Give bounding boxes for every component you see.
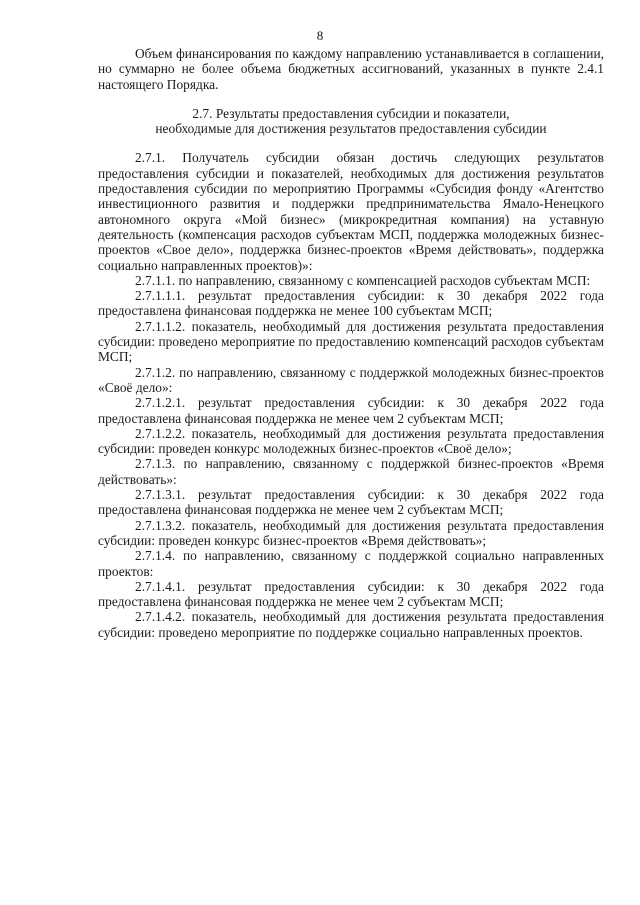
intro-paragraph: Объем финансирования по каждому направлению устанавливается в соглашении, но суммарно не более объема бюджетных ассигнований, указанных в пункте 2.4.1 настоящего Порядка. [98,46,604,92]
section-heading [98,106,604,137]
paragraph: 2.7.1. Получатель субсидии обязан достичь следующих результатов предоставления субсидии и показателей, необходимых для достижения результатов предоставления субсидии по мероприятию Программы «Субсидия фонду «Агентство инвестиционного развития и поддержки предпринимательства Ямало-Ненецкого автономного округа «Мой бизнес» (микрокредитная компания) на уставную деятельность (компенсация расходов субъектам МСП, поддержка молодежных бизнес-проектов «Свое дело», поддержка бизнес-проектов «Время действовать», поддержка социально направленных проектов)»: [98,150,604,273]
document-body [98,46,604,640]
paragraph: 2.7.1.3. по направлению, связанному с поддержкой бизнес-проектов «Время действовать»: [98,456,604,487]
paragraph: 2.7.1.2.2. показатель, необходимый для достижения результата предоставления субсидии: проведен конкурс молодежных бизнес-проектов «Своё дело»; [98,425,604,457]
paragraph: 2.7.1.4.1. результат предоставления субсидии: к 30 декабря 2022 года предоставлена финансовая поддержка не менее чем 2 субъектам МСП; [98,578,604,610]
section-heading-line-1: 2.7. Результаты предоставления субсидии и показатели, [192,105,510,121]
section-heading-line-2: необходимые для достижения результатов предоставления субсидии [155,121,547,137]
paragraph: 2.7.1.2. по направлению, связанному с поддержкой молодежных бизнес-проектов «Своё дело»: [98,364,604,395]
paragraph: 2.7.1.4. по направлению, связанному с поддержкой социально направленных проектов: [98,548,604,579]
paragraph: 2.7.1.2.1. результат предоставления субсидии: к 30 декабря 2022 года предоставлена финансовая поддержка не менее чем 2 субъектам МСП; [98,395,604,426]
paragraph: 2.7.1.1. по направлению, связанному с компенсацией расходов субъектам МСП: [135,272,591,288]
paragraph: 2.7.1.4.2. показатель, необходимый для достижения результата предоставления субсидии: проведено мероприятие по поддержке социально направленных проектов. [98,609,604,640]
paragraph: 2.7.1.3.2. показатель, необходимый для достижения результата предоставления субсидии: проведен конкурс бизнес-проектов «Время действовать»; [98,517,604,548]
paragraph: 2.7.1.3.1. результат предоставления субсидии: к 30 декабря 2022 года предоставлена финансовая поддержка не менее чем 2 субъектам МСП; [98,487,604,518]
page-number: 8 [316,28,324,43]
paragraph: 2.7.1.1.1. результат предоставления субсидии: к 30 декабря 2022 года предоставлена финансовая поддержка не менее 100 субъектам МСП; [98,288,604,319]
paragraph: 2.7.1.1.2. показатель, необходимый для достижения результата предоставления субсидии: проведено мероприятие по предоставлению компенсаций расходов субъектам МСП; [98,318,604,365]
